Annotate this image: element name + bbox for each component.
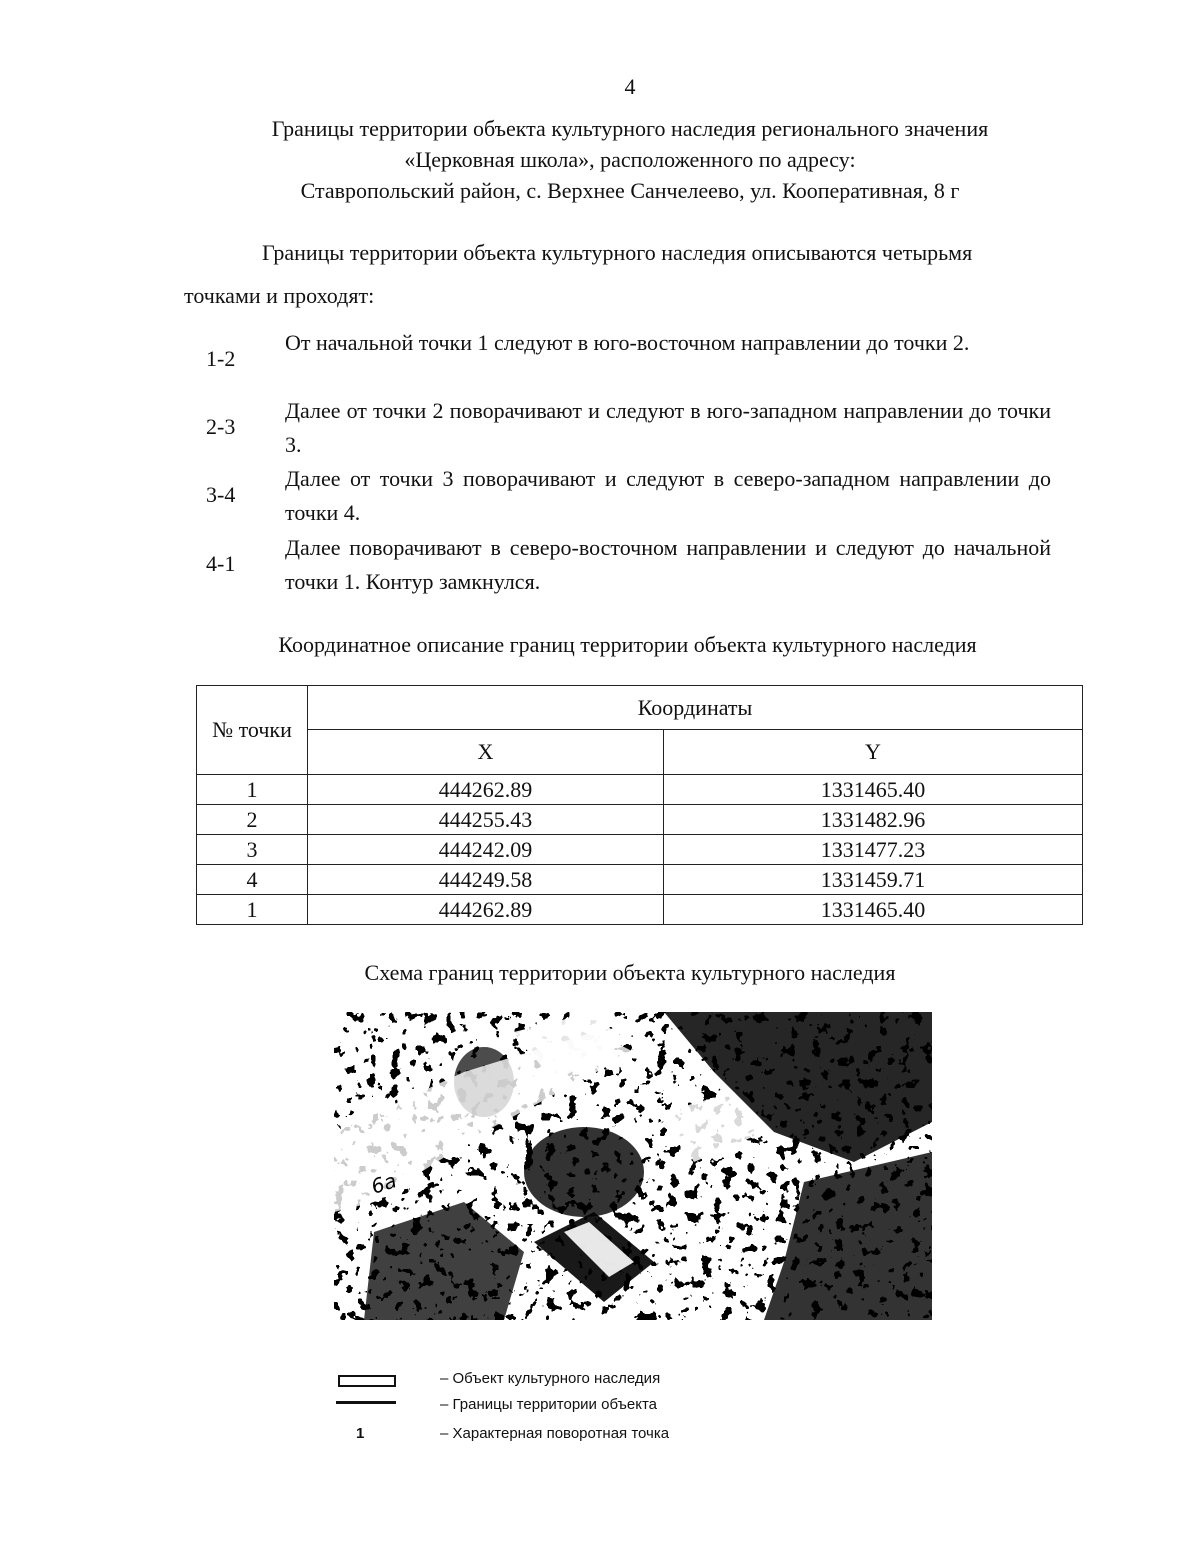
table-row [197, 865, 1083, 895]
legend-label: – Характерная поворотная точка [440, 1425, 670, 1442]
segment-id: 2-3 [206, 414, 236, 439]
title-line-3: Ставропольский район, с. Верхнее Санчелеево, ул. Кооперативная, 8 г [300, 178, 960, 203]
intro-line-2: точками и проходят: [184, 283, 375, 308]
title-line-1: Границы территории объекта культурного наследия регионального значения [271, 116, 989, 141]
legend-label: – Объект культурного наследия [440, 1370, 661, 1387]
legend-point-symbol: 1 [356, 1425, 365, 1442]
segment-4-1 [0, 531, 1200, 601]
segment-text: Далее от точки 2 поворачивают и следуют в юго-западном направлении до точки 3. [285, 398, 1051, 457]
legend-rectangle-icon [338, 1375, 396, 1387]
table-row [197, 805, 1083, 835]
legend-label: – Границы территории объекта [440, 1396, 658, 1413]
aerial-photo [334, 1012, 932, 1320]
cell-point: 4 [197, 865, 308, 895]
header-x: X [308, 730, 664, 775]
cell-point: 2 [197, 805, 308, 835]
table-row [197, 775, 1083, 805]
header-y: Y [664, 730, 1083, 775]
aerial-scheme-image [334, 1012, 932, 1320]
table-row [197, 835, 1083, 865]
cell-x: 444249.58 [308, 865, 664, 895]
table-row [197, 895, 1083, 925]
segment-text: Далее от точки 3 поворачивают и следуют в северо-западном направлении до точки 4. [285, 466, 1051, 525]
document-title [130, 113, 1130, 206]
coordinates-caption: Координатное описание границ территории объекта культурного наследия [278, 632, 977, 657]
header-point: № точки [197, 686, 308, 775]
table-subheader-row [197, 730, 1083, 775]
cell-y: 1331459.71 [664, 865, 1083, 895]
legend-item-boundary [336, 1396, 936, 1420]
cell-x: 444262.89 [308, 895, 664, 925]
legend-thick-line-icon [336, 1401, 396, 1404]
cell-y: 1331477.23 [664, 835, 1083, 865]
segment-text: Далее поворачивают в северо-восточном направлении и следуют до начальной точки 1. Контур замкнулся. [285, 535, 1051, 594]
segment-id: 4-1 [206, 551, 236, 576]
title-line-2: «Церковная школа», расположенного по адресу: [404, 147, 856, 172]
segment-id: 3-4 [206, 482, 236, 507]
cell-point: 1 [197, 895, 308, 925]
table-header-row [197, 686, 1083, 730]
segment-3-4 [0, 462, 1200, 532]
coordinates-table [196, 685, 1083, 925]
intro-line-1: Границы территории объекта культурного наследия описываются четырьмя [262, 240, 973, 265]
legend-item-point [336, 1425, 936, 1449]
segment-2-3 [0, 394, 1200, 464]
legend-item-object [336, 1370, 936, 1394]
page-number: 4 [624, 74, 636, 99]
cell-point: 3 [197, 835, 308, 865]
cell-x: 444255.43 [308, 805, 664, 835]
map-house-number: 6а [368, 1168, 400, 1199]
cell-y: 1331482.96 [664, 805, 1083, 835]
cell-x: 444242.09 [308, 835, 664, 865]
cell-y: 1331465.40 [664, 895, 1083, 925]
segment-text: От начальной точки 1 следуют в юго-восточном направлении до точки 2. [285, 330, 970, 355]
cell-y: 1331465.40 [664, 775, 1083, 805]
header-coordinates: Координаты [308, 686, 1083, 730]
cell-x: 444262.89 [308, 775, 664, 805]
cell-point: 1 [197, 775, 308, 805]
segment-1-2 [0, 326, 1200, 396]
segment-id: 1-2 [206, 346, 236, 371]
scheme-caption: Схема границ территории объекта культурного наследия [364, 960, 896, 985]
